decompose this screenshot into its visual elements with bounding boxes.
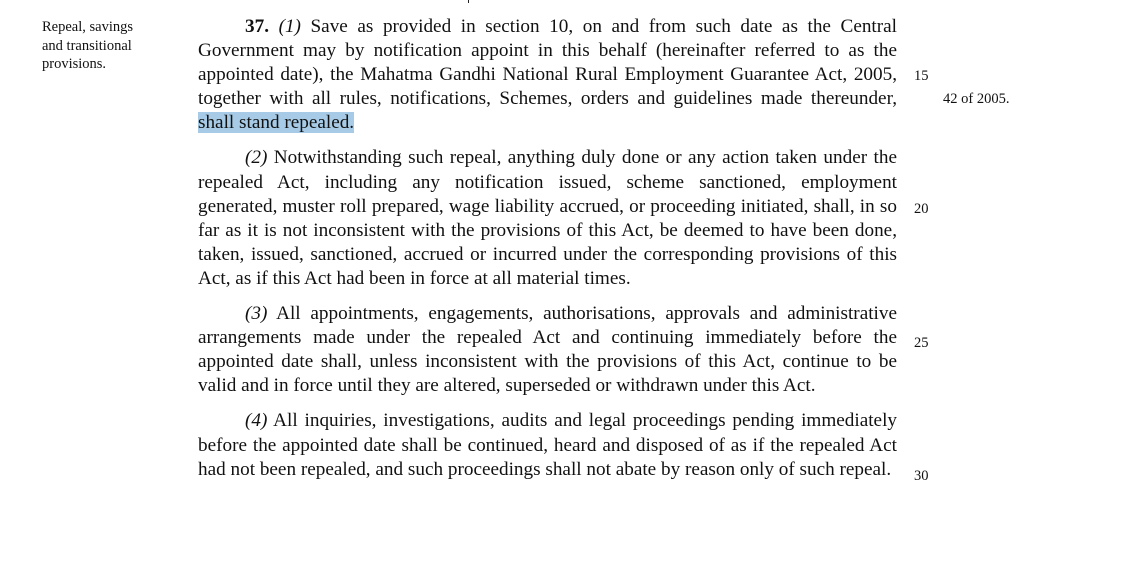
line-number: 20 bbox=[914, 201, 929, 217]
sub-label: (1) bbox=[278, 16, 301, 37]
paragraph-1[interactable] bbox=[198, 15, 897, 135]
sub-label: (2) bbox=[245, 147, 268, 169]
sub-label: (4) bbox=[245, 410, 268, 432]
margin-note-line: and transitional bbox=[42, 37, 132, 54]
section-body[interactable] bbox=[198, 15, 897, 482]
highlighted-text[interactable]: shall stand repealed. bbox=[198, 112, 355, 134]
paragraph-text[interactable]: All appointments, engagements, authorisations, approvals and administrative arrangements made under the repealed Act and continuing immediately before the appointed date shall, unless inconsistent with the provisions of this Act, continue to be valid and in force until they are altered, superseded or withdrawn under this Act. bbox=[198, 303, 897, 397]
line-number: 15 bbox=[914, 68, 929, 84]
paragraph-text[interactable]: All inquiries, investigations, audits and legal proceedings pending immediately before the appointed date shall be continued, heard and disposed of as if the repealed Act had not been repealed, and such proceedings shall not abate by reason only of such repeal. bbox=[198, 410, 897, 480]
sub-label: (3) bbox=[245, 303, 268, 325]
paragraph-text[interactable]: Notwithstanding such repeal, anything duly done or any action taken under the repealed Act, including any notification issued, scheme sanctioned, employment generated, muster roll prepared, wage liability accrued, or proceeding initiated, shall, in so far as it is not inconsistent with the provisions of this Act, be deemed to have been done, taken, issued, sanctioned, accrued or incurred under the corresponding provisions of this Act, as if this Act had been in force at all material times. bbox=[198, 147, 897, 289]
margin-note-line: provisions. bbox=[42, 56, 107, 72]
line-number: 25 bbox=[914, 335, 929, 351]
act-reference-note: 42 of 2005. bbox=[943, 91, 1010, 107]
paragraph-text[interactable]: Save as provided in section 10, on and from such date as the Central Government may by notification appoint in this behalf (hereinafter referred to as the appointed date), the Mahatma Gandhi National Rural Employment Guarantee Act, 2005, together with all rules, notifications, Schemes, orders and guidelines made thereunder, bbox=[198, 16, 897, 110]
paragraph-2[interactable] bbox=[198, 146, 897, 291]
margin-note bbox=[42, 18, 182, 74]
margin-note-line: Repeal, savings bbox=[42, 19, 134, 35]
paragraph-4[interactable] bbox=[198, 409, 897, 481]
line-number: 30 bbox=[914, 468, 929, 484]
page-edge-mark bbox=[468, 0, 469, 3]
paragraph-3[interactable] bbox=[198, 302, 897, 398]
section-number: 37. bbox=[245, 16, 269, 37]
